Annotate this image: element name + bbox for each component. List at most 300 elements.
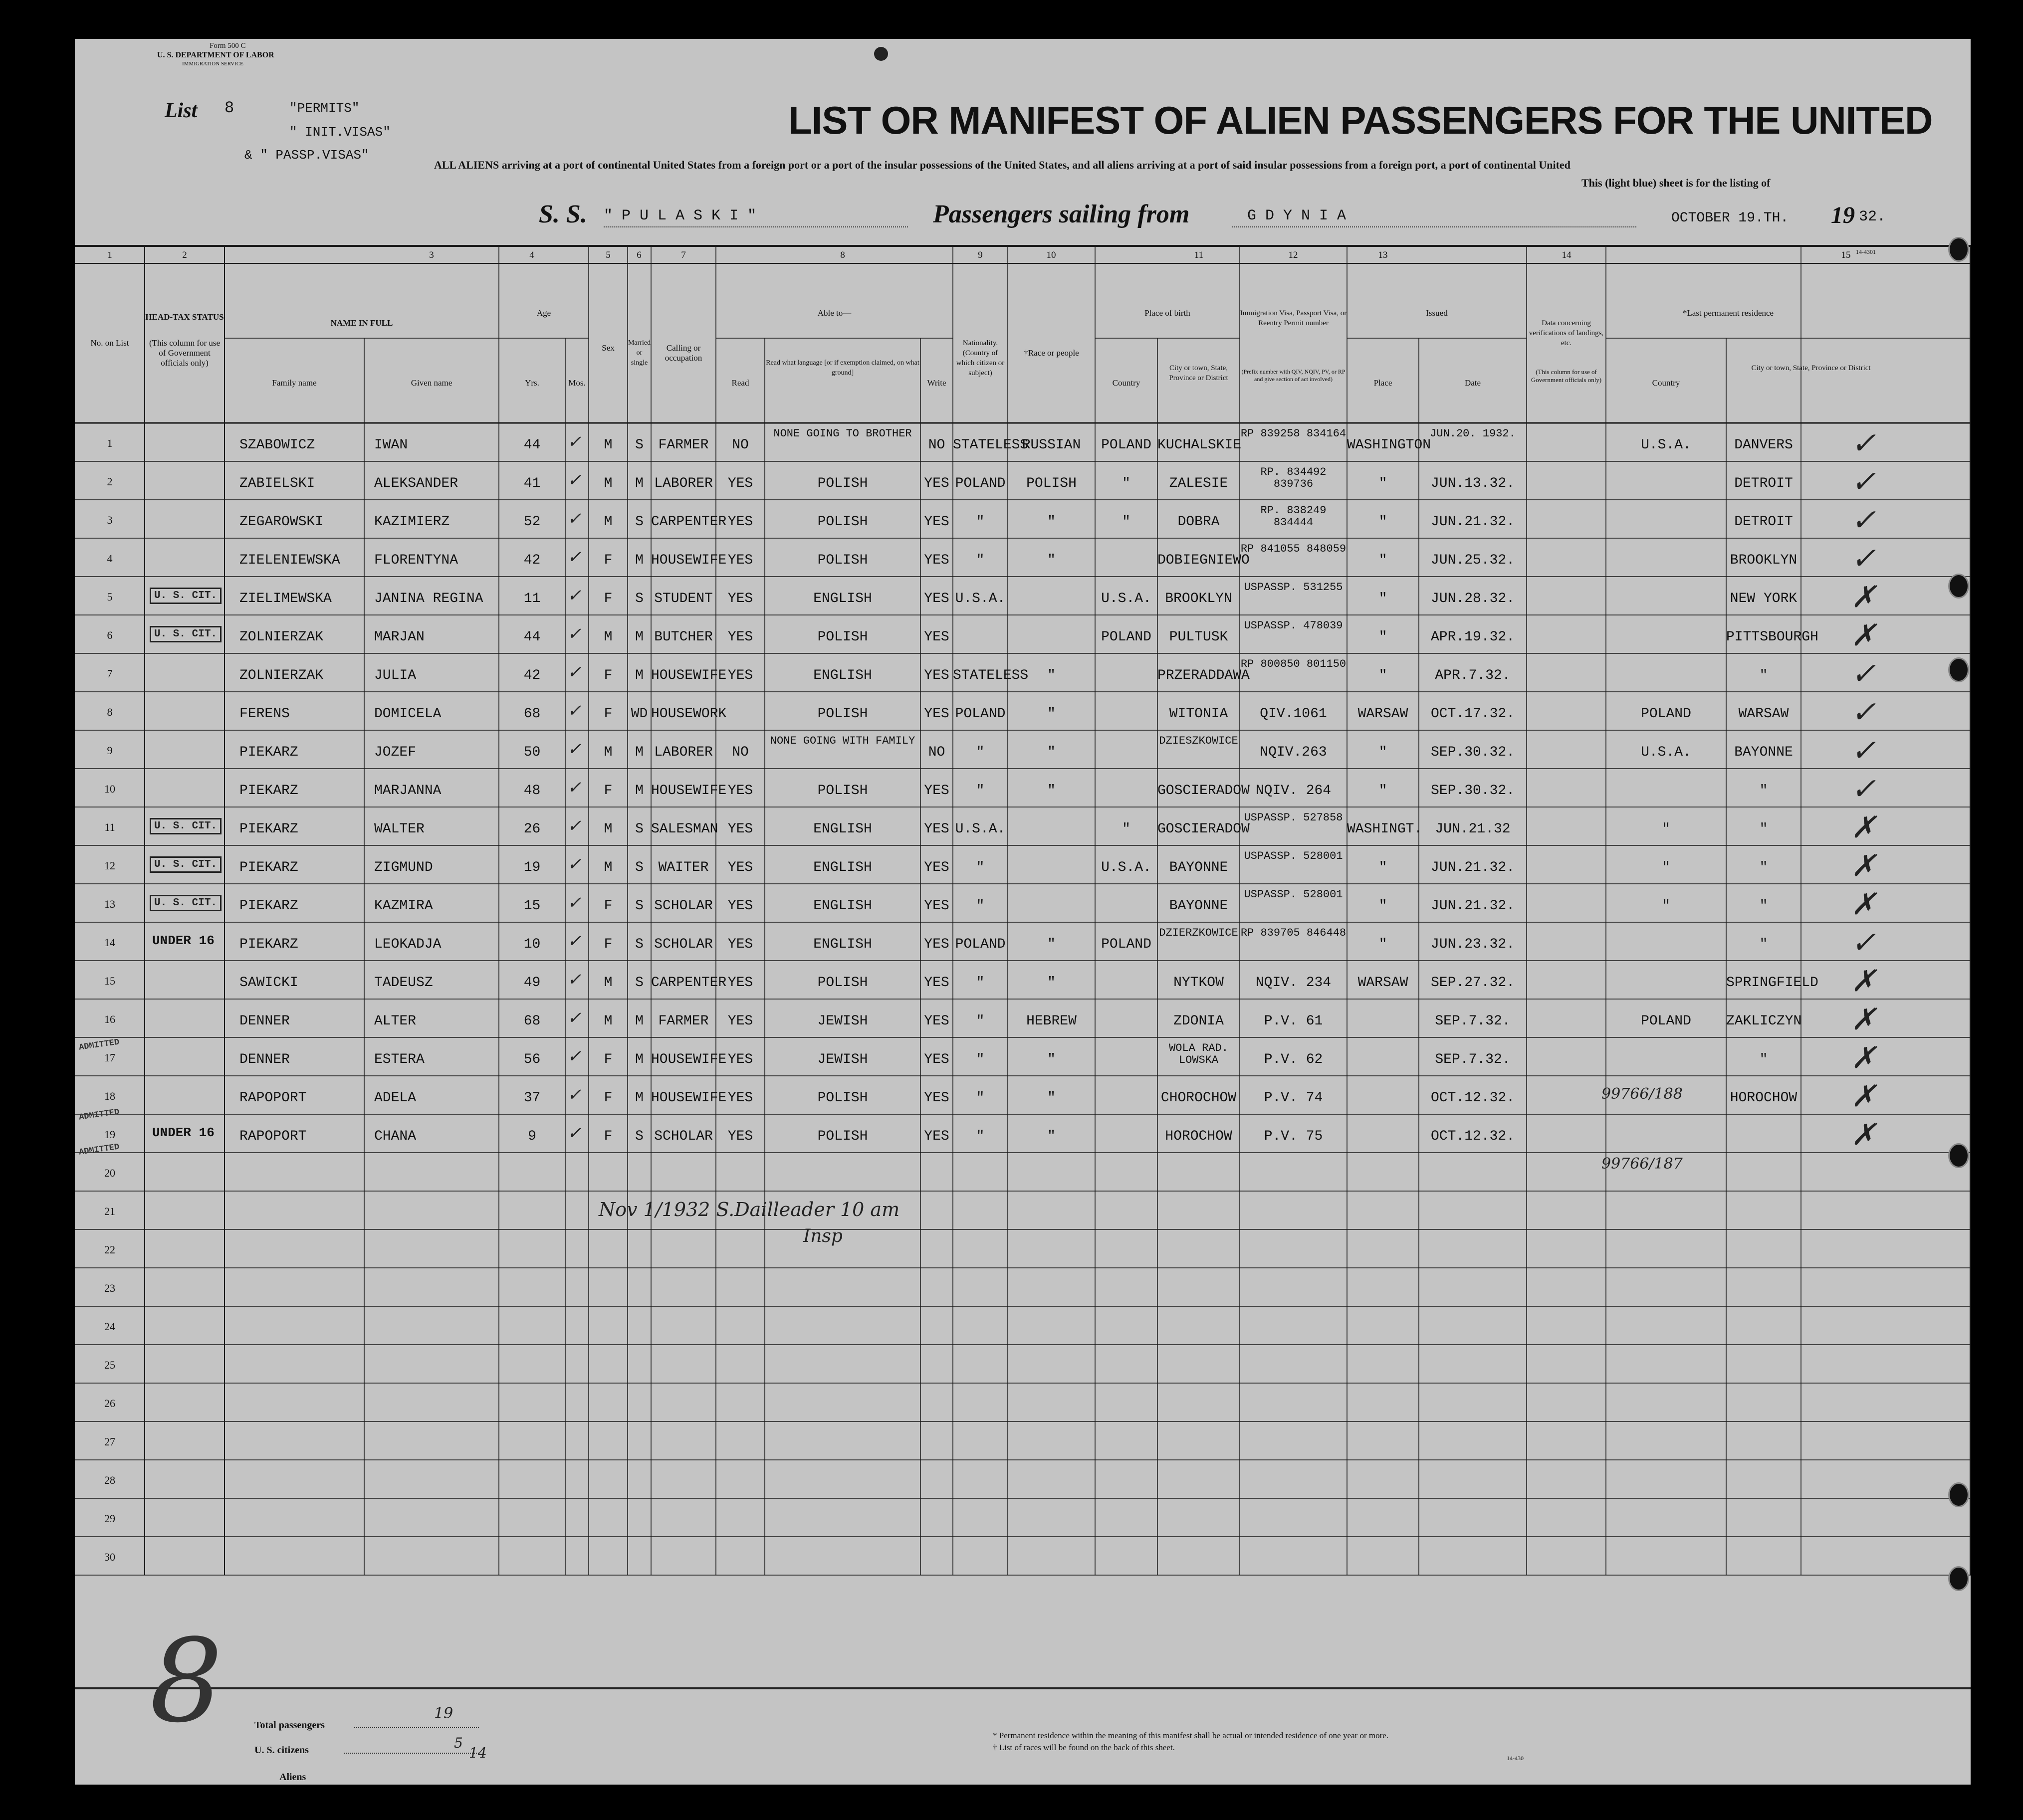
birth-country: U.S.A.: [1101, 860, 1151, 875]
check-mark-icon: ✓: [1851, 772, 1876, 807]
age-years: 49: [523, 975, 541, 991]
residence-city: ZAKLICZYN: [1726, 1013, 1802, 1029]
sailing-label: Passengers sailing from: [933, 200, 1190, 228]
visa-number: RP 839705 846448: [1240, 927, 1347, 939]
init-visas-label: " INIT.VISAS": [289, 125, 391, 140]
can-write: YES: [924, 1013, 949, 1029]
sex: M: [604, 1013, 613, 1029]
residence-city: SPRINGFIELD: [1726, 975, 1818, 991]
header-read: Read: [731, 378, 749, 388]
occupation: HOUSEWIFE: [651, 668, 727, 683]
column-number: 14: [1562, 250, 1572, 260]
admitted-stamp: ADMITTED: [78, 1107, 120, 1123]
family-name: SZABOWICZ: [239, 437, 315, 453]
issued-date: JUN.21.32.: [1430, 860, 1515, 875]
landing-ref-16: 99766/188: [1601, 1085, 1683, 1103]
cross-mark-icon: ✗: [1851, 618, 1876, 653]
sailing-port: G D Y N I A: [1247, 207, 1347, 224]
column-number: 12: [1288, 250, 1298, 260]
birth-city: BAYONNE: [1169, 860, 1228, 875]
occupation: STUDENT: [654, 591, 713, 607]
row-number: 19: [104, 1128, 115, 1141]
header-nationality: Nationality. (Country of which citizen or subject): [956, 339, 1005, 377]
column-number: 7: [681, 250, 686, 260]
can-write: YES: [924, 821, 949, 837]
read-language: ENGLISH: [813, 591, 872, 607]
visa-number: NQIV. 264: [1255, 783, 1332, 799]
family-name: ZIELIMEWSKA: [239, 591, 332, 607]
age-years: 19: [523, 860, 541, 875]
can-read: YES: [727, 591, 753, 607]
can-read: NO: [732, 745, 749, 760]
header-visa: Immigration Visa, Passport Visa, or Reentry Permit number: [1240, 309, 1347, 327]
can-read: YES: [727, 937, 753, 952]
us-citizen-stamp: U. S. CIT.: [150, 626, 222, 642]
can-write: YES: [924, 476, 949, 491]
row-number: 15: [104, 975, 115, 987]
visa-number: USPASSP. 478039: [1244, 619, 1343, 632]
cross-mark-icon: ✗: [1851, 887, 1876, 922]
form-number: Form 500 C: [210, 42, 246, 50]
check-mark-icon: ✓: [567, 509, 582, 529]
visa-number: USPASSP. 528001: [1244, 888, 1343, 901]
issued-place: ": [1378, 783, 1387, 799]
birth-city: DOBRA: [1177, 514, 1220, 530]
check-mark-icon: ✓: [1851, 464, 1876, 499]
header-birth-city: City or town, State, Province or District: [1169, 364, 1228, 382]
sex: F: [604, 898, 613, 914]
issued-date: SEP.27.32.: [1430, 975, 1515, 991]
head-tax-note: UNDER 16: [152, 1125, 215, 1140]
issued-date: APR.19.32.: [1430, 629, 1515, 645]
race: ": [1047, 1090, 1056, 1106]
issued-place: WASHINGT.: [1347, 821, 1423, 837]
given-name: LEOKADJA: [374, 937, 442, 952]
check-mark-icon: ✓: [567, 586, 582, 606]
family-name: PIEKARZ: [239, 860, 298, 875]
can-read: YES: [727, 975, 753, 991]
birth-city: CHOROCHOW: [1160, 1090, 1237, 1106]
check-mark-icon: ✓: [567, 816, 582, 836]
family-name: PIEKARZ: [239, 898, 298, 914]
can-write: YES: [924, 975, 949, 991]
check-mark-icon: ✓: [567, 547, 582, 567]
given-name: IWAN: [374, 437, 408, 453]
row-number: 18: [104, 1090, 115, 1102]
issued-date: OCT.12.32.: [1430, 1090, 1515, 1106]
nationality: ": [976, 783, 985, 799]
race: ": [1047, 1129, 1056, 1144]
footnote-races: † List of races will be found on the back of this sheet.: [993, 1743, 1175, 1752]
row-number: 13: [104, 898, 115, 910]
sex: F: [604, 1129, 613, 1144]
given-name: MARJAN: [374, 629, 425, 645]
marital-status: M: [635, 1013, 644, 1029]
cross-mark-icon: ✗: [1851, 580, 1876, 614]
residence-country: ": [1662, 860, 1670, 875]
marital-status: M: [635, 1090, 644, 1106]
read-language: ENGLISH: [813, 821, 872, 837]
marital-status: S: [635, 821, 644, 837]
check-mark-icon: ✓: [567, 701, 582, 721]
visa-number: NQIV. 234: [1255, 975, 1332, 991]
total-passengers-value: 19: [434, 1705, 453, 1722]
residence-city: ": [1759, 783, 1768, 799]
nationality: ": [976, 553, 985, 568]
residence-country: U.S.A.: [1641, 437, 1691, 453]
residence-city: DANVERS: [1734, 437, 1793, 453]
admitted-stamp: ADMITTED: [78, 1142, 120, 1158]
marital-status: M: [635, 668, 644, 683]
read-language: POLISH: [817, 1090, 868, 1106]
nationality: U.S.A.: [955, 821, 1006, 837]
issued-place: WARSAW: [1357, 706, 1408, 722]
nationality: ": [976, 898, 985, 914]
visa-number: RP 841055 848059: [1240, 543, 1347, 555]
check-mark-icon: ✓: [567, 739, 582, 759]
check-mark-icon: ✓: [567, 1008, 582, 1028]
row-number: 11: [104, 821, 115, 833]
row-number: 6: [107, 629, 113, 641]
race: ": [1047, 553, 1056, 568]
row-number: 16: [104, 1013, 115, 1025]
family-name: DENNER: [239, 1052, 290, 1067]
nationality: ": [976, 1129, 985, 1144]
residence-city: BROOKLYN: [1730, 553, 1798, 568]
birth-city: PULTUSK: [1169, 629, 1228, 645]
can-read: YES: [727, 898, 753, 914]
nationality: ": [976, 745, 985, 760]
handwritten-list-number: 8: [150, 1615, 223, 1748]
sex: M: [604, 860, 613, 875]
passp-visas-label: & " PASSP.VISAS": [244, 148, 369, 163]
nationality: U.S.A.: [955, 591, 1006, 607]
can-read: YES: [727, 860, 753, 875]
column-number: 3: [429, 250, 434, 260]
occupation: CARPENTER: [651, 514, 727, 530]
can-read: NO: [732, 437, 749, 453]
header-landing-note: (This column for use of Government officials only): [1531, 368, 1602, 384]
manifest-subtitle: ALL ALIENS arriving at a port of continental United States from a foreign port or a port of the insular possessions of the United States, and all aliens arriving at a port of said insular possessions from a foreign port, a port of continental United: [434, 159, 1571, 171]
check-mark-icon: ✓: [567, 970, 582, 990]
header-no: No. on List: [90, 338, 129, 348]
can-read: YES: [727, 668, 753, 683]
can-write: YES: [924, 553, 949, 568]
age-years: 52: [523, 514, 541, 530]
birth-city: ZDONIA: [1173, 1013, 1224, 1029]
aliens-label: Aliens: [279, 1772, 306, 1783]
can-read: YES: [727, 821, 753, 837]
column-number: 6: [637, 250, 642, 260]
column-number: 1: [107, 250, 112, 260]
form-code-top: 14-4301: [1856, 248, 1876, 255]
nationality: ": [976, 514, 985, 530]
row-number: 12: [104, 859, 115, 872]
can-read: YES: [727, 476, 753, 491]
cross-mark-icon: ✗: [1851, 848, 1876, 883]
age-years: 44: [523, 629, 541, 645]
column-number: 5: [606, 250, 611, 260]
binder-hole: [1948, 237, 1969, 262]
age-years: 37: [523, 1090, 541, 1106]
ship-name: " P U L A S K I ": [604, 207, 757, 224]
given-name: JOZEF: [374, 745, 417, 760]
marital-status: S: [635, 514, 644, 530]
birth-city: WITONIA: [1169, 706, 1228, 722]
occupation: HOUSEWORK: [651, 706, 727, 722]
marital-status: S: [635, 937, 644, 952]
sheet-note: This (light blue) sheet is for the listing of: [1581, 177, 1771, 189]
birth-city: NYTKOW: [1173, 975, 1224, 991]
birth-city: BAYONNE: [1169, 898, 1228, 914]
family-name: FERENS: [239, 706, 290, 722]
column-number: 4: [529, 250, 534, 260]
header-res-country: Country: [1652, 378, 1680, 388]
binder-hole: [1948, 1566, 1969, 1591]
can-write: YES: [924, 668, 949, 683]
occupation: WAITER: [658, 860, 709, 875]
manifest-table: [75, 39, 1971, 1785]
nationality: ": [976, 860, 985, 875]
visa-number: USPASSP. 531255: [1244, 581, 1343, 594]
visa-number: RP 839258 834164: [1240, 427, 1347, 440]
marital-status: S: [635, 898, 644, 914]
permits-label: "PERMITS": [289, 101, 360, 116]
issued-date: OCT.17.32.: [1430, 706, 1515, 722]
check-mark-icon: ✓: [567, 854, 582, 874]
row-number: 28: [104, 1474, 115, 1486]
issued-date: JUN.13.32.: [1430, 476, 1515, 491]
service-label: IMMIGRATION SERVICE: [182, 61, 243, 67]
read-language: NONE GOING TO BROTHER: [773, 427, 912, 440]
age-years: 68: [523, 1013, 541, 1029]
residence-city: ": [1759, 1052, 1768, 1067]
visa-number: P.V. 61: [1264, 1013, 1323, 1029]
residence-country: ": [1662, 821, 1670, 837]
nationality: POLAND: [955, 937, 1006, 952]
sex: M: [604, 476, 613, 491]
row-number: 26: [104, 1397, 115, 1410]
can-write: YES: [924, 1052, 949, 1067]
nationality: STATELESS: [953, 437, 1029, 453]
issued-date: SEP.7.32.: [1435, 1013, 1511, 1029]
sex: F: [604, 1090, 613, 1106]
check-mark-icon: ✓: [567, 1123, 582, 1143]
occupation: BUTCHER: [654, 629, 713, 645]
can-read: YES: [727, 1129, 753, 1144]
us-citizen-stamp: U. S. CIT.: [150, 895, 222, 911]
footer-rule: [75, 1687, 1971, 1689]
visa-number: RP. 838249 834444: [1260, 504, 1327, 529]
can-write: YES: [924, 706, 949, 722]
occupation: CARPENTER: [651, 975, 727, 991]
header-residence: *Last permanent residence: [1682, 308, 1774, 318]
birth-city: DZIERZKOWICE: [1159, 927, 1238, 939]
column-number: 2: [182, 250, 187, 260]
can-write: YES: [924, 1129, 949, 1144]
sex: F: [604, 591, 613, 607]
birth-city: GOSCIERADOW: [1157, 821, 1250, 837]
can-write: YES: [924, 514, 949, 530]
family-name: PIEKARZ: [239, 783, 298, 799]
issued-date: JUN.21.32.: [1430, 514, 1515, 530]
sex: M: [604, 629, 613, 645]
check-mark-icon: ✓: [567, 931, 582, 951]
given-name: ZIGMUND: [374, 860, 433, 875]
check-mark-icon: ✓: [567, 778, 582, 798]
family-name: ZABIELSKI: [239, 476, 315, 491]
residence-country: POLAND: [1641, 706, 1691, 722]
header-age: Age: [536, 308, 551, 318]
header-name: NAME IN FULL: [330, 318, 393, 328]
can-read: YES: [727, 553, 753, 568]
marital-status: WD: [631, 706, 648, 722]
visa-number: NQIV.263: [1260, 745, 1327, 760]
given-name: ALEKSANDER: [374, 476, 458, 491]
can-write: YES: [924, 783, 949, 799]
birth-country: U.S.A.: [1101, 591, 1151, 607]
residence-country: POLAND: [1641, 1013, 1691, 1029]
cross-mark-icon: ✗: [1851, 810, 1876, 845]
column-number: 15: [1841, 250, 1851, 260]
visa-number: QIV.1061: [1260, 706, 1327, 722]
us-dots: [344, 1753, 479, 1754]
read-language: POLISH: [817, 975, 868, 991]
binder-hole: [1948, 574, 1969, 599]
column-number: 10: [1046, 250, 1056, 260]
issued-place: ": [1378, 898, 1387, 914]
issued-place: ": [1378, 591, 1387, 607]
issued-place: WARSAW: [1357, 975, 1408, 991]
form-code-bottom: 14-430: [1507, 1755, 1524, 1762]
head-tax-note: UNDER 16: [152, 933, 215, 948]
marital-status: S: [635, 591, 644, 607]
birth-city: KUCHALSKIE: [1157, 437, 1242, 453]
column-number: 13: [1378, 250, 1388, 260]
footnote-residence: * Permanent residence within the meaning of this manifest shall be actual or intended residence of one year or more.: [993, 1731, 1389, 1740]
occupation: HOUSEWIFE: [651, 553, 727, 568]
family-name: ZOLNIERZAK: [239, 668, 324, 683]
header-res-city: City or town, State, Province or District: [1751, 364, 1871, 372]
read-language: ENGLISH: [813, 860, 872, 875]
given-name: JULIA: [374, 668, 417, 683]
row-number: 24: [104, 1320, 115, 1333]
race: ": [1047, 514, 1056, 530]
row-number: 5: [107, 591, 113, 603]
check-mark-icon: ✓: [1851, 541, 1876, 576]
cross-mark-icon: ✗: [1851, 1002, 1876, 1037]
row-number: 21: [104, 1205, 115, 1217]
header-yrs: Yrs.: [525, 378, 539, 388]
header-race: †Race or people: [1024, 348, 1079, 358]
birth-city: ZALESIE: [1169, 476, 1228, 491]
check-mark-icon: ✓: [567, 432, 582, 452]
issued-date: OCT.12.32.: [1430, 1129, 1515, 1144]
issued-place: WASHINGTON: [1347, 437, 1431, 453]
check-mark-icon: ✓: [567, 1046, 582, 1066]
binder-hole: [1948, 657, 1969, 682]
column-number: 11: [1194, 250, 1204, 260]
nationality: ": [976, 975, 985, 991]
marital-status: M: [635, 553, 644, 568]
race: ": [1047, 975, 1056, 991]
list-number: 8: [225, 99, 234, 117]
age-years: 26: [523, 821, 541, 837]
visa-number: USPASSP. 528001: [1244, 850, 1343, 862]
header-issued: Issued: [1426, 308, 1448, 318]
issued-place: ": [1378, 668, 1387, 683]
residence-city: DETROIT: [1734, 514, 1793, 530]
age-years: 42: [523, 668, 541, 683]
check-mark-icon: ✓: [1851, 426, 1876, 461]
header-married: Married or single: [628, 339, 651, 367]
family-name: ZOLNIERZAK: [239, 629, 324, 645]
birth-city: PRZERADDAWA: [1157, 668, 1250, 683]
us-citizen-stamp: U. S. CIT.: [150, 588, 222, 604]
header-visa-note: (Prefix number with QIV, NQIV, PV, or RP and give section of act involved): [1241, 368, 1346, 383]
age-years: 15: [523, 898, 541, 914]
manifest-sheet: [75, 39, 1971, 1785]
race: HEBREW: [1026, 1013, 1077, 1029]
occupation: FARMER: [658, 437, 709, 453]
header-landing: Data concerning verifications of landings, etc.: [1529, 319, 1604, 347]
occupation: SALESMAN: [651, 821, 718, 837]
marital-status: S: [635, 1129, 644, 1144]
row-number: 22: [104, 1243, 115, 1256]
cross-mark-icon: ✗: [1851, 1079, 1876, 1114]
issued-place: ": [1378, 937, 1387, 952]
us-citizen-stamp: U. S. CIT.: [150, 856, 222, 873]
age-years: 10: [523, 937, 541, 952]
us-citizen-stamp: U. S. CIT.: [150, 818, 222, 834]
binder-hole: [1948, 1143, 1969, 1168]
visa-number: RP. 834492 839736: [1260, 466, 1327, 490]
issued-date: JUN.25.32.: [1430, 553, 1515, 568]
issued-date: JUN.28.32.: [1430, 591, 1515, 607]
residence-city: ": [1759, 821, 1768, 837]
residence-city: HOROCHOW: [1730, 1090, 1798, 1106]
can-read: YES: [727, 514, 753, 530]
visa-number: RP 800850 801150: [1240, 658, 1347, 670]
issued-date: SEP.30.32.: [1430, 783, 1515, 799]
can-write: NO: [928, 745, 945, 760]
department-label: U. S. DEPARTMENT OF LABOR: [157, 51, 274, 59]
family-name: RAPOPORT: [239, 1129, 307, 1144]
marital-status: S: [635, 860, 644, 875]
residence-country: ": [1662, 898, 1670, 914]
header-family: Family name: [272, 378, 317, 388]
race: ": [1047, 745, 1056, 760]
can-read: YES: [727, 783, 753, 799]
visa-number: P.V. 62: [1264, 1052, 1323, 1067]
read-language: POLISH: [817, 783, 868, 799]
sex: M: [604, 437, 613, 453]
read-language: POLISH: [817, 1129, 868, 1144]
family-name: ZIELENIEWSKA: [239, 553, 340, 568]
header-language: Read what language [or if exemption claimed, on what ground]: [766, 359, 919, 377]
can-read: YES: [727, 1052, 753, 1067]
issued-place: ": [1378, 860, 1387, 875]
age-years: 11: [523, 591, 541, 607]
list-label: List: [165, 99, 198, 122]
read-language: POLISH: [817, 553, 868, 568]
residence-city: NEW YORK: [1730, 591, 1798, 607]
row-number: 3: [107, 514, 113, 526]
family-name: PIEKARZ: [239, 821, 298, 837]
sex: F: [604, 668, 613, 683]
nationality: POLAND: [955, 706, 1006, 722]
nationality: ": [976, 1090, 985, 1106]
